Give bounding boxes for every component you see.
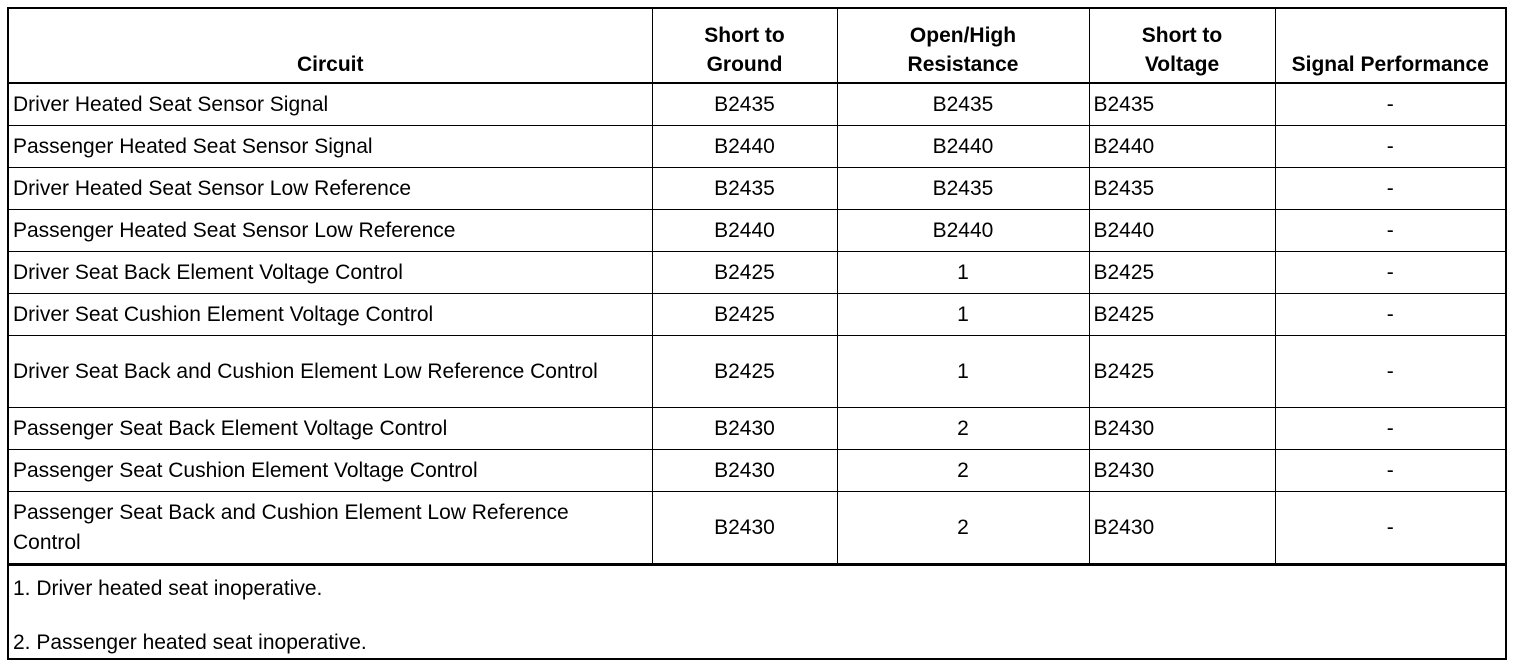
- cell-circuit: Driver Seat Back and Cushion Element Low Reference Control: [9, 336, 652, 408]
- cell-signal-performance: -: [1275, 492, 1505, 564]
- cell-circuit: Passenger Seat Cushion Element Voltage Control: [9, 450, 652, 492]
- cell-short-to-voltage: B2430: [1089, 492, 1275, 564]
- cell-circuit: Driver Seat Cushion Element Voltage Control: [9, 294, 652, 336]
- cell-circuit: Passenger Heated Seat Sensor Signal: [9, 126, 652, 168]
- cell-open-high-resistance: 1: [837, 252, 1089, 294]
- table-row: [9, 252, 1505, 294]
- cell-signal-performance: -: [1275, 336, 1505, 408]
- cell-short-to-ground: B2430: [652, 492, 837, 564]
- table-row: [9, 126, 1505, 168]
- cell-circuit: Passenger Heated Seat Sensor Low Reference: [9, 210, 652, 252]
- cell-short-to-voltage: B2440: [1089, 210, 1275, 252]
- cell-signal-performance: -: [1275, 408, 1505, 450]
- table-row: [9, 168, 1505, 210]
- cell-short-to-voltage: B2425: [1089, 252, 1275, 294]
- cell-short-to-voltage: B2425: [1089, 336, 1275, 408]
- cell-circuit: Driver Heated Seat Sensor Low Reference: [9, 168, 652, 210]
- cell-signal-performance: -: [1275, 168, 1505, 210]
- dtc-table-container: [7, 7, 1507, 660]
- circuit-dtc-table: [9, 9, 1505, 564]
- cell-short-to-ground: B2430: [652, 408, 837, 450]
- cell-circuit: Driver Seat Back Element Voltage Control: [9, 252, 652, 294]
- cell-open-high-resistance: B2435: [837, 168, 1089, 210]
- header-open-high-resistance: Open/High Resistance: [837, 9, 1089, 83]
- cell-open-high-resistance: B2440: [837, 210, 1089, 252]
- cell-circuit: Passenger Seat Back and Cushion Element Low Reference Control: [9, 492, 652, 564]
- cell-short-to-ground: B2435: [652, 83, 837, 126]
- cell-short-to-ground: B2440: [652, 210, 837, 252]
- cell-open-high-resistance: B2440: [837, 126, 1089, 168]
- cell-short-to-voltage: B2435: [1089, 168, 1275, 210]
- table-header-row: [9, 9, 1505, 83]
- cell-open-high-resistance: 1: [837, 294, 1089, 336]
- cell-short-to-ground: B2425: [652, 252, 837, 294]
- header-circuit: Circuit: [9, 9, 652, 83]
- cell-signal-performance: -: [1275, 210, 1505, 252]
- cell-short-to-voltage: B2435: [1089, 83, 1275, 126]
- cell-short-to-voltage: B2430: [1089, 408, 1275, 450]
- cell-signal-performance: -: [1275, 83, 1505, 126]
- table-row: [9, 210, 1505, 252]
- header-signal-performance: Signal Performance: [1275, 9, 1505, 83]
- cell-open-high-resistance: 2: [837, 408, 1089, 450]
- cell-short-to-ground: B2440: [652, 126, 837, 168]
- cell-short-to-voltage: B2430: [1089, 450, 1275, 492]
- footnote-2: 2. Passenger heated seat inoperative.: [13, 631, 367, 654]
- table-row: [9, 336, 1505, 408]
- cell-short-to-voltage: B2425: [1089, 294, 1275, 336]
- table-row: [9, 294, 1505, 336]
- cell-signal-performance: -: [1275, 450, 1505, 492]
- footnote-1: 1. Driver heated seat inoperative.: [13, 577, 323, 600]
- cell-open-high-resistance: 2: [837, 492, 1089, 564]
- cell-signal-performance: -: [1275, 294, 1505, 336]
- footnotes: [9, 564, 1505, 657]
- header-short-to-voltage: Short to Voltage: [1089, 9, 1275, 83]
- table-row: [9, 408, 1505, 450]
- table-row: [9, 450, 1505, 492]
- table-row: [9, 83, 1505, 126]
- cell-signal-performance: -: [1275, 126, 1505, 168]
- cell-short-to-ground: B2430: [652, 450, 837, 492]
- cell-short-to-ground: B2425: [652, 336, 837, 408]
- cell-signal-performance: -: [1275, 252, 1505, 294]
- cell-open-high-resistance: 2: [837, 450, 1089, 492]
- cell-short-to-ground: B2425: [652, 294, 837, 336]
- table-row: [9, 492, 1505, 564]
- cell-circuit: Passenger Seat Back Element Voltage Control: [9, 408, 652, 450]
- cell-short-to-voltage: B2440: [1089, 126, 1275, 168]
- header-short-to-ground: Short to Ground: [652, 9, 837, 83]
- cell-open-high-resistance: B2435: [837, 83, 1089, 126]
- cell-short-to-ground: B2435: [652, 168, 837, 210]
- cell-circuit: Driver Heated Seat Sensor Signal: [9, 83, 652, 126]
- cell-open-high-resistance: 1: [837, 336, 1089, 408]
